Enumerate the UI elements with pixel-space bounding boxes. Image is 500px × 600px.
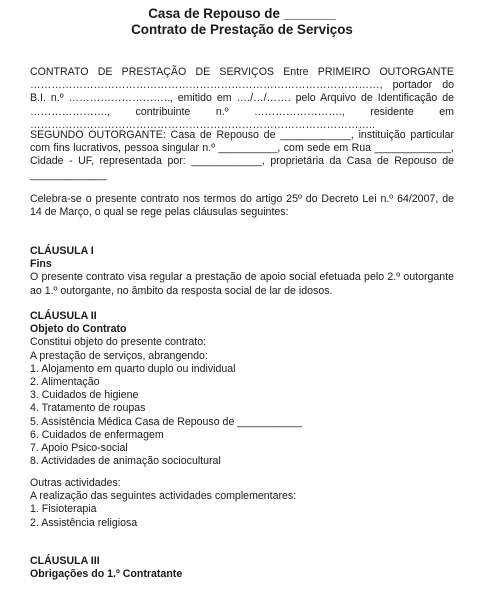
list-item: 8. Actividades de animação sociocultural [30,455,221,468]
list-item: 2. Assistência religiosa [30,516,138,529]
celebration-text: Celebra-se o presente contrato nos termos do artigo 25º do Decreto Lei n.º 64/2007, de 14 de Março, o qual se rege pelas cláusulas seguintes: [30,193,454,219]
other-activities-intro: A realização das seguintes actividades complementares: [30,490,297,503]
second-party-paragraph [30,129,454,182]
first-party-text: CONTRATO DE PRESTAÇÃO DE SERVIÇOS Entre PRIMEIRO OUTORGANTE ………………………………………………………………………………………, portador do B.I. n.º ……………………….., emitido em …./…/……. pelo Arquivo de Identificação de …………………., contribuinte n.º ……………………., residente em …………………………………………………………………………………….. [30,66,454,131]
clause-3-title: CLÁUSULA III [30,555,100,567]
list-item: 5. Assistência Médica Casa de Repouso de ___________ [30,415,303,428]
list-item: 1. Fisioterapia [30,503,97,516]
clause-1-text: O presente contrato visa regular a prestação de apoio social efetuada pelo 2.º outorgante ao 1.º outorgante, no âmbito da resposta social de lar de idosos. [30,271,454,297]
clause-2-intro-line-1: Constitui objeto do presente contrato: [30,336,207,349]
other-activities-title: Outras actividades: [30,477,121,489]
other-activities [30,477,454,530]
clause-1 [30,245,454,298]
document-title: Casa de Repouso de _______ [148,6,336,21]
first-party-paragraph [30,66,454,132]
second-party-text: SEGUNDO OUTORGANTE: Casa de Repouso de ____________, instituição particular com fins lucrativos, pessoa singular n.º __________, com sede em Rua _____________, Cidade - UF, representada por: ____________, proprietária da Casa de Repouso de _____________ [30,129,454,181]
document-header [30,6,454,38]
clause-2-subtitle: Objeto do Contrato [30,323,127,336]
list-item: 3. Cuidados de higiene [30,389,139,402]
list-item: 2. Alimentação [30,376,100,389]
list-item: 7. Apoio Psico-social [30,442,128,455]
clause-2-intro-line-2: A prestação de serviços, abrangendo: [30,349,208,362]
services-list [30,363,454,469]
other-activities-list [30,503,454,529]
celebration-paragraph [30,193,454,219]
clause-1-subtitle: Fins [30,258,52,271]
document-subtitle: Contrato de Prestação de Serviços [131,22,353,37]
clause-1-title: CLÁUSULA I [30,245,94,257]
clause-3-subtitle: Obrigações do 1.º Contratante [30,568,183,581]
list-item: 1. Alojamento em quarto duplo ou individual [30,362,236,375]
clause-3 [30,555,454,581]
list-item: 6. Cuidados de enfermagem [30,428,164,441]
list-item: 4. Tratamento de roupas [30,402,146,415]
clause-2-title: CLÁUSULA II [30,310,97,322]
clause-2 [30,310,454,468]
